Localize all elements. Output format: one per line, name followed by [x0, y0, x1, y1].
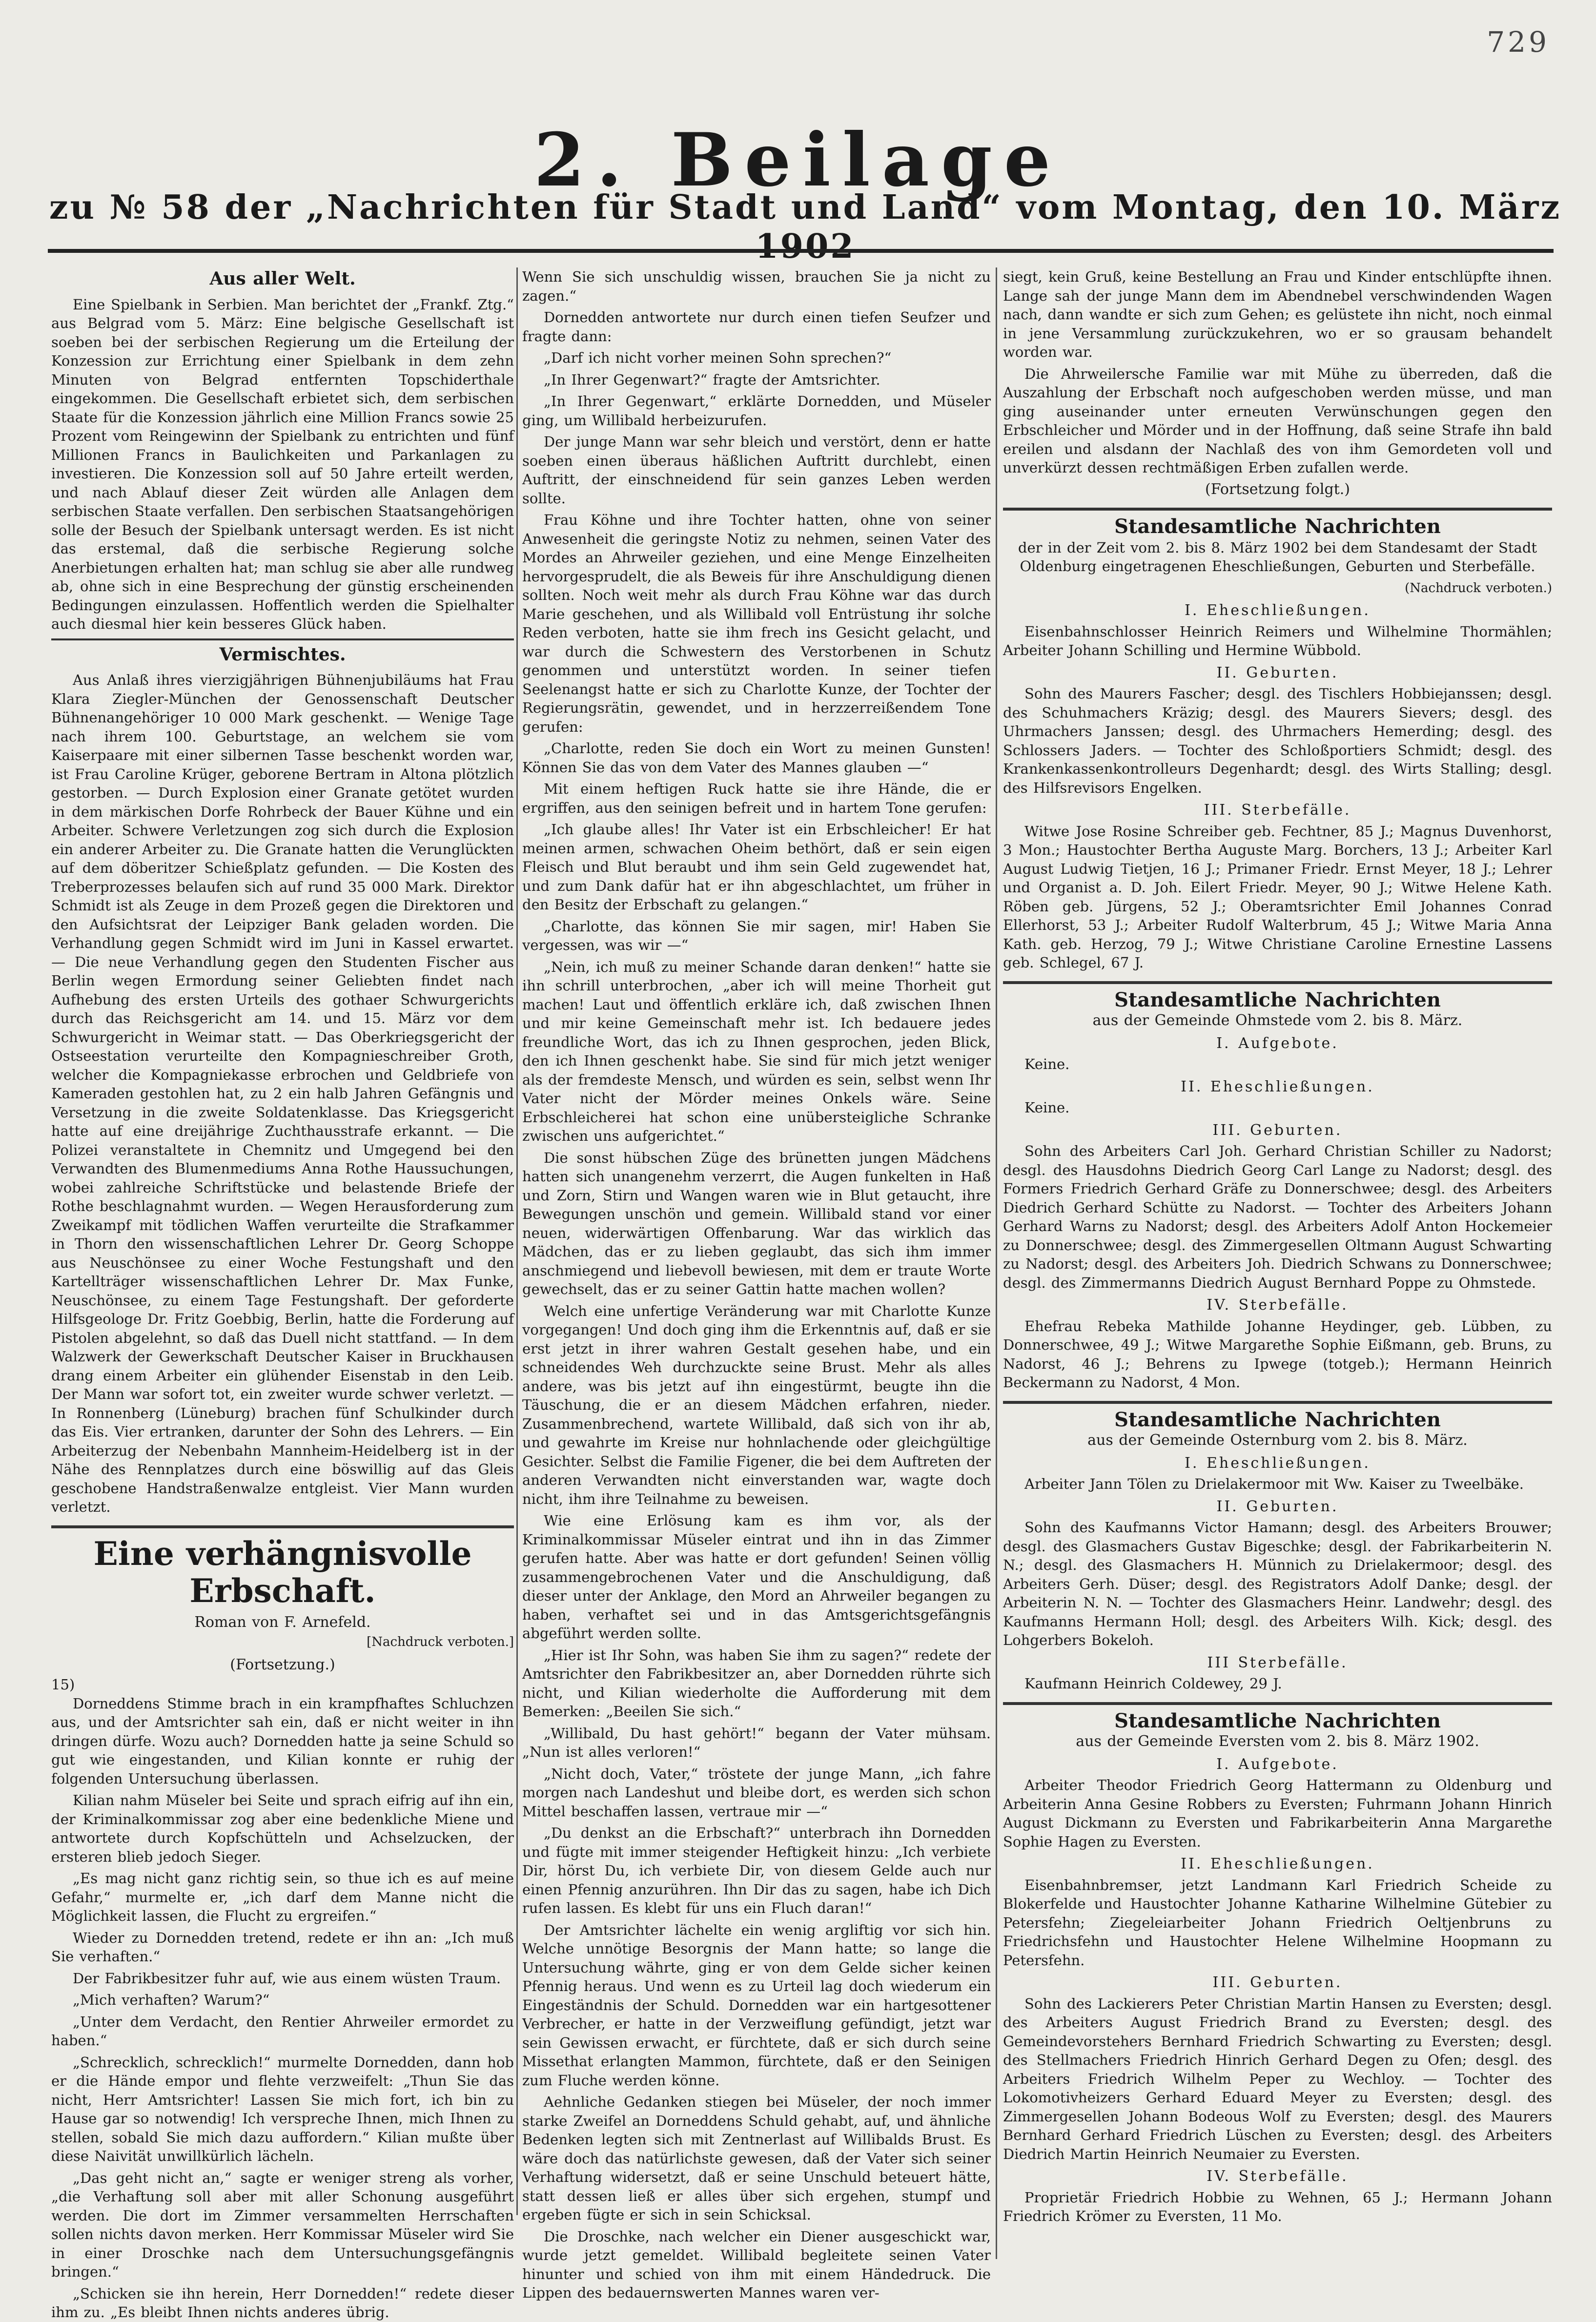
registry-category: III. Geburten.: [1212, 1974, 1343, 1991]
novel-paragraph: Der junge Mann war sehr bleich und verstört, denn er hatte soeben einen überaus häßlichen Auftritt durchlebt, einen Auftritt, der einschneidend für sein ganzes Leben werden sollte.: [522, 433, 991, 507]
novel-paragraph: „Charlotte, das können Sie mir sagen, mir! Haben Sie vergessen, was wir —“: [522, 918, 991, 953]
registry-category: III. Geburten.: [1212, 1121, 1343, 1139]
header-rule: [48, 249, 1554, 253]
registry-category: IV. Sterbefälle.: [1207, 1296, 1349, 1314]
page-subtitle: zu № 58 der „Nachrichten für Stadt und Land“ vom Montag, den 10. März 1902: [49, 188, 1562, 266]
novel-paragraph: Der Amtsrichter lächelte ein wenig argliftig vor sich hin. Welche unnötige Besorgnis der Mann hatte; so lange die Untersuchung währte, ging er von dem Gelde sicher keinen Pfennig heraus. Und wenn es zu Urteil lag doch wiederum ein Eingeständnis der Schuld. Dornedden war ein hartgesottener Verbrecher, er hatte in der Verzweiflung gefündigt, jetzt war sein Gewissen erwacht, er fürchtete, daß er sich durch seine Missethat erlangten Mammon, fürchtete, daß er den Seinigen zum Fluche werden könne.: [522, 1921, 991, 2089]
novel-paragraph: siegt, kein Gruß, keine Bestellung an Frau und Kinder entschlüpfte ihnen. Lange sah der junge Mann dem im Abendnebel verschwindenden Wagen nach, dann wandte er sich zum Gehen; es gelüstete ihn nicht, noch einmal in jene Versammlung zurückzukehren, wo er so grausam behandelt worden war.: [1003, 268, 1552, 360]
novel-paragraph: „Unter dem Verdacht, den Rentier Ahrweiler ermordet zu haben.“: [51, 2013, 514, 2049]
page-number: 729: [1487, 25, 1550, 59]
column-3: [1003, 267, 1552, 2259]
registry-category: I. Aufgebote.: [1216, 1755, 1339, 1773]
registry-entries: Sohn des Kaufmanns Victor Hamann; desgl. des Arbeiters Brouwer; desgl. des Glasmachers Gustav Bigeschke; desgl. der Fabrikarbeiterin N. N.; desgl. des Glasmachers H. Münnich zu Drielakermoor; desgl. des Arbeiters Gerh. Düser; desgl. des Registrators Adolf Danke; desgl. der Arbeiterin N. N. — Tochter des Glasmachers Heinr. Landwehr; desgl. des Kaufmanns Hermann Holl; desgl. des Arbeiters Wilh. Kick; desgl. des Lohgerbers Bokeloh.: [1003, 1519, 1552, 1648]
registry-category: IV. Sterbefälle.: [1207, 2168, 1349, 2185]
registry-heading-oldenburg: Standesamtliche Nachrichten: [1114, 515, 1441, 538]
novel-paragraph: Wie eine Erlösung kam es ihm vor, als der Kriminalkommissar Müseler eintrat und ihn in das Zimmer gerufen hatte. Aber was hatte er dort gefunden! Seinen völlig zusammengebrochenen Vater und die Anschuldigung, daß dieser unter der Anklage, den Mord an Ahrweiler begangen zu haben, verhaftet sei und in das Amtsgerichtsgefängnis abgeführt werden sollte.: [522, 1512, 991, 1642]
novel-paragraph: „Mich verhaften? Warum?“: [73, 1992, 270, 2008]
novel-to-be-continued: (Fortsetzung folgt.): [1205, 480, 1350, 498]
novel-paragraph: „Ich glaube alles! Ihr Vater ist ein Erbschleicher! Er hat meinen armen, schwachen Oheim bethört, daß er sein eigen Fleisch und Blut beraubt und ihm sein Geld zugewendet hat, und zum Dank dafür hat er ihn abgeschlachtet, um früher in den Besitz der Erbschaft zu gelangen.“: [522, 821, 991, 913]
novel-paragraph: Wieder zu Dornedden tretend, redete er ihn an: „Ich muß Sie verhaften.“: [51, 1929, 514, 1965]
registry-entries: Keine.: [1024, 1099, 1070, 1116]
registry-category: I. Eheschließungen.: [1185, 1454, 1371, 1472]
novel-paragraph: Kilian nahm Müseler bei Seite und sprach eifrig auf ihn ein, der Kriminalkommissar zog aber eine bedenkliche Miene und antwortete durch Kopfschütteln und Achselzucken, der ersteren blieb jedoch Sieger.: [51, 1792, 514, 1865]
registry-subheading: der in der Zeit vom 2. bis 8. März 1902 bei dem Standesamt der Stadt Oldenburg eingetragenen Eheschließungen, Geburten und Sterbefälle.: [1018, 539, 1537, 575]
novel-reprint-note: [Nachdruck verboten.]: [367, 1635, 514, 1649]
novel-paragraph: „Es mag nicht ganz richtig sein, so thue ich es auf meine Gefahr,“ murmelte er, „ich darf dem Manne nicht die Möglichkeit lassen, die Flucht zu ergreifen.“: [51, 1870, 514, 1924]
registry-reprint-note: (Nachdruck verboten.): [1405, 580, 1552, 596]
novel-paragraph: Mit einem heftigen Ruck hatte sie ihre Hände, die er ergriffen, aus den seinigen befreit und in hartem Tone gerufen:: [522, 781, 991, 816]
registry-subheading: aus der Gemeinde Eversten vom 2. bis 8. März 1902.: [1076, 1733, 1479, 1750]
article-misc: Aus Anlaß ihres vierzigjährigen Bühnenjubiläums hat Frau Klara Ziegler-München der Genossenschaft Deutscher Bühnenangehöriger 10 000 Mark geschenkt. — Wenige Tage nach ihrem 100. Geburtstage, an welchem sie vom Kaiserpaare mit einer silbernen Tasse beschenkt worden war, ist Frau Caroline Krüger, geborene Bertram in Altona plötzlich gestorben. — Durch Explosion einer Granate getötet wurden in dem märkischen Dorfe Rohrbeck der Bauer Kühne und ein Arbeiter. Schwere Verletzungen zog sich durch die Explosion ein anderer Arbeiter zu. Die Granate hatten die Verunglückten auf dem döberitzer Schießplatz gefunden. — Die Kosten des Treberprozesses belaufen sich auf rund 35 000 Mark. Direktor Schmidt ist als Zeuge in dem Prozeß gegen die Direktoren und den Aufsichtsrat der Leipziger Bank geladen worden. Die Verhandlung gegen Schmidt wird im Juni in Kassel erwartet. — Die neue Verhandlung gegen den Studenten Fischer aus Berlin wegen Ermordung seiner Geliebten findet nach Aufhebung des ersten Urteils des gothaer Schwurgerichts durch das Reichsgericht am 14. und 15. März vor dem Schwurgericht in Weimar statt. — Das Oberkriegsgericht der Ostseestation verurteilte den Kompagnieschreiber Groth, welcher die Kompagniekasse erbrochen und Geldbriefe von Kameraden gestohlen hat, zu 2 ein halb Jahren Gefängnis und Versetzung in die zweite Soldatenklasse. Das Kriegsgericht hatte auf eine dreijährige Zuchthausstrafe erkannt. — Die Polizei veranstaltete in Chemnitz und Umgegend bei den Verwandten des Blumenmediums Anna Rothe Haussuchungen, wobei zahlreiche Schriftstücke und belastende Briefe der Rothe beschlagnahmt wurden. — Wegen Herausforderung zum Zweikampf mit tödlichen Waffen verurteilte die Strafkammer in Thorn den wissenschaftlichen Lehrer Dr. Georg Schoppe aus Neuschönsee zu einer Woche Festungshaft und den Kartellträger wissenschaftlichen Lehrer Dr. Max Funke, Neuschönsee, zu einem Tage Festungshaft. Der geforderte Hilfsgeologe Dr. Fritz Goebbig, Berlin, hatte die Forderung auf Pistolen abgelehnt, so daß das Duell nicht stattfand. — In dem Walzwerk der Gewerkschaft Deutscher Kaiser in Bruckhausen drang einem Arbeiter ein glühender Eisenstab in den Leib. Der Mann war sofort tot, ein zweiter wurde schwer verletzt. — In Ronnenberg (Lüneburg) brachen fünf Schulkinder durch das Eis. Vier ertranken, darunter der Sohn des Lehrers. — Ein Arbeiterzug der Nebenbahn Mannheim-Heidelberg ist in der Nähe des Rennplatzes durch eine böswillig auf das Gleis geschobene Handstraßenwalze entgleist. Vier Mann wurden verletzt.: [51, 672, 514, 1515]
novel-paragraph: Der Fabrikbesitzer fuhr auf, wie aus einem wüsten Traum.: [73, 1970, 501, 1987]
registry-entries: Arbeiter Theodor Friedrich Georg Hattermann zu Oldenburg und Arbeiterin Anna Gesine Robbers zu Eversten; Fuhrmann Johann Hinrich August Dickmann zu Eversten und Fabrikarbeiterin Anna Margarethe Sophie Hagen zu Eversten.: [1003, 1777, 1552, 1850]
novel-paragraph: Dorneddens Stimme brach in ein krampfhaftes Schluchzen aus, und der Amtsrichter sah ein, daß er nicht weiter in ihn dringen dürfe. Wozu auch? Dornedden hatte ja seine Schuld so gut wie eingestanden, und Kilian konnte er ruhig der folgenden Untersuchung überlassen.: [51, 1695, 514, 1787]
section-divider: [1003, 981, 1552, 984]
registry-entries: Sohn des Lackierers Peter Christian Martin Hansen zu Eversten; desgl. des Arbeiters August Friedrich Brand zu Eversten; desgl. des Gemeindevorstehers Bernhard Friedrich Schwarting zu Eversten; desgl. des Stellmachers Friedrich Hinrich Gerhard Degen zu Ofen; desgl. des Arbeiters Friedrich Wilhelm Peper zu Wechloy. — Tochter des Lokomotivheizers Gerhard Eduard Meyer zu Eversten; desgl. des Zimmergesellen Johann Bodeous Wolf zu Eversten; desgl. des Maurers Bernhard Gerhard Friedrich Lüschen zu Eversten; desgl. des Arbeiters Diedrich Martin Heinrich Neumaier zu Eversten.: [1003, 1995, 1552, 2162]
registry-heading-eversten: Standesamtliche Nachrichten: [1114, 1709, 1441, 1732]
registry-category: I. Eheschließungen.: [1185, 602, 1371, 619]
section-divider: [1003, 1401, 1552, 1404]
registry-category: III. Sterbefälle.: [1204, 801, 1351, 819]
section-divider: [1003, 508, 1552, 511]
section-divider: [51, 638, 514, 640]
section-heading-misc: Vermischtes.: [219, 644, 346, 665]
registry-entries: Sohn des Arbeiters Carl Joh. Gerhard Christian Schiller zu Nadorst; desgl. des Hausdohns Diedrich Georg Carl Lange zu Nadorst; desgl. des Formers Friedrich Gerhard Gräfe zu Donnerschwee; desgl. des Arbeiters Diedrich Gerhard Schütte zu Nadorst. — Tochter des Arbeiters Johann Gerhard Warns zu Nadorst; desgl. des Arbeiters Adolf Anton Hockemeier zu Donnerschwee; desgl. des Zimmergesellen Oltmann August Schwarting zu Nadorst; desgl. des Arbeiters Joh. Diedrich Schwans zu Donnerschwee; desgl. des Zimmermanns Diedrich August Bernhard Poppe zu Ohmstede.: [1003, 1143, 1552, 1291]
section-heading-world: Aus aller Welt.: [209, 268, 356, 289]
novel-paragraph: „Schrecklich, schrecklich!“ murmelte Dornedden, dann hob er die Hände empor und flehte verzweifelt: „Thun Sie das nicht, Herr Amtsrichter! Lassen Sie mich fort, ich bin zu Hause gar so notwendig! Ich verspreche Ihnen, mich Ihnen zu stellen, sobald Sie mich dazu auffordern.“ Kilian mußte über diese Naivität unwillkürlich lächeln.: [51, 2054, 514, 2164]
registry-entries: Keine.: [1024, 1056, 1070, 1072]
novel-paragraph: „Das geht nicht an,“ sagte er weniger streng als vorher, „die Verhaftung soll aber mit aller Schonung ausgeführt werden. Die dort im Zimmer versammelten Herrschaften sollen nichts davon merken. Herr Kommissar Müseler wird Sie in einer Droschke nach dem Untersuchungsgefängnis bringen.“: [51, 2169, 514, 2280]
registry-heading-osternburg: Standesamtliche Nachrichten: [1114, 1408, 1441, 1431]
section-divider: [51, 1525, 514, 1528]
page-title: 2. Beilage: [533, 117, 1063, 203]
registry-subheading: aus der Gemeinde Osternburg vom 2. bis 8. März.: [1087, 1432, 1468, 1449]
novel-paragraph: „In Ihrer Gegenwart?“ fragte der Amtsrichter.: [544, 371, 880, 388]
novel-paragraph: Wenn Sie sich unschuldig wissen, brauchen Sie ja nicht zu zagen.“: [522, 268, 991, 304]
novel-paragraph: „Hier ist Ihr Sohn, was haben Sie ihm zu sagen?“ redete der Amtsrichter den Fabrikbesitzer an, aber Dornedden rührte sich nicht, und Kilian wiederholte die Aufforderung mit dem Bemerken: „Beeilen Sie sich.“: [522, 1646, 991, 1720]
novel-paragraph: Dornedden antwortete nur durch einen tiefen Seufzer und fragte dann:: [522, 309, 991, 345]
novel-paragraph: Aehnliche Gedanken stiegen bei Müseler, der noch immer starke Zweifel an Dorneddens Schuld gehabt, auf, und ähnliche Bedenken legten sich mit Zentnerlast auf Willibalds Brust. Es wäre doch das natürlichste gewesen, daß der Vater sich seiner Verhaftung widersetzt, daß er seine Unschuld beteuert hätte, statt dessen ließ er alles über sich ergehen, stumpf und ergeben fügte er sich in sein Schicksal.: [522, 2094, 991, 2223]
column-divider: [996, 267, 997, 2259]
registry-entries: Eisenbahnschlosser Heinrich Reimers und Wilhelmine Thormählen; Arbeiter Johann Schilling und Hermine Wübbold.: [1003, 623, 1552, 658]
section-divider: [1003, 1702, 1552, 1705]
novel-paragraph: „Schicken sie ihn herein, Herr Dornedden!“ redete dieser ihm zu. „Es bleibt Ihnen nichts anderes übrig.: [51, 2285, 514, 2321]
registry-heading-ohmstede: Standesamtliche Nachrichten: [1114, 988, 1441, 1011]
novel-title: Eine verhängnisvolle Erbschaft.: [93, 1534, 472, 1610]
registry-category: II. Geburten.: [1216, 1498, 1339, 1515]
registry-category: II. Eheschließungen.: [1181, 1855, 1374, 1872]
article-world: Eine Spielbank in Serbien. Man berichtet der „Frankf. Ztg.“ aus Belgrad vom 5. März: Eine belgische Gesellschaft ist soeben bei der serbischen Regierung um die Erteilung der Konzession zur Errichtung einer Spielbank in dem zehn Minuten von Belgrad entfernten Topschiderthale eingekommen. Die Gesellschaft erbietet sich, dem serbischen Staate für die Konzession jährlich eine Million Francs sowie 25 Prozent vom Reingewinn der Spielbank zu entrichten und fünf Millionen Francs in Baulichkeiten und Parkanlagen zu investieren. Die Konzession soll auf 50 Jahre erteilt werden, und nach Ablauf dieser Zeit würden alle Anlagen dem serbischen Staate verfallen. Den serbischen Staatsangehörigen solle der Besuch der Spielbank untersagt werden. Es ist nicht das erstemal, daß die serbische Regierung solche Anerbietungen erhalten hat; man schlug sie aber alle rundweg ab, ohne sich in eine Besprechung der günstig erscheinenden Bedingungen einzulassen. Hoffentlich werden die Spielhalter auch diesmal hier kein besseres Glück haben.: [51, 296, 514, 632]
novel-paragraph: Frau Köhne und ihre Tochter hatten, ohne von seiner Anwesenheit die geringste Notiz zu nehmen, seinen Vater des Mordes an Ahrweiler geziehen, und eine Menge Einzelheiten hervorgesprudelt, die als Beweis für ihre Anschuldigung dienen sollten. Noch weit mehr als durch Frau Köhne war das durch Marie geschehen, und als Willibald voll Entrüstung ihr solche Reden verboten, hatte sie ihm frech ins Gesicht gelacht, und war durch die Schwestern des Verstorbenen in Schutz genommen und unterstützt worden. In seiner tiefen Seelenangst hatte er sich zu Charlotte Kunze, der Tochter der Regierungsrätin, gewendet, und in herzzerreißendem Tone gerufen:: [522, 512, 991, 735]
novel-paragraph: „Willibald, Du hast gehört!“ begann der Vater mühsam. „Nun ist alles verloren!“: [522, 1725, 991, 1760]
novel-paragraph: Welch eine unfertige Veränderung war mit Charlotte Kunze vorgegangen! Und doch ging ihm die Erkenntnis auf, daß er sie erst jetzt in ihrer wahren Gestalt gesehen habe, und ein schneidendes Weh durchzuckte seine Brust. Mehr als alles andere, was bis jetzt auf ihn eingestürmt, beugte ihn die Täuschung, die er an diesem Mädchen erfahren, nieder. Zusammenbrechend, wartete Willibald, daß sich von ihr ab, und gewahrte im Kreise nur hohnlachende oder gleichgültige Gesichter. Selbst die Familie Figener, die bei dem Auftreten der anderen Verwandten nicht einverstanden war, wagte doch nicht, ihm ihre Teilnahme zu beweisen.: [522, 1302, 991, 1507]
novel-installment-number: 15): [51, 1676, 75, 1693]
novel-author: Roman von F. Arnefeld.: [194, 1613, 371, 1631]
novel-paragraph: „Nein, ich muß zu meiner Schande daran denken!“ hatte sie ihn schrill unterbrochen, „aber ich will meine Thorheit gut machen! Laut und öffentlich erkläre ich, daß zwischen Ihnen und mir keine Gemeinschaft mehr ist. Ich bedauere jedes freundliche Wort, das ich zu Ihnen gesprochen, jeden Blick, den ich Ihnen geschenkt habe. Sie sind für mich jetzt weniger als der fremdeste Mensch, und würden es sein, selbst wenn Ihr Vater nicht der Mörder meines Onkels wäre. Seine Erbschleicherei hat schon eine unübersteigliche Schranke zwischen uns aufgerichtet.“: [522, 958, 991, 1144]
column-divider: [516, 267, 518, 2215]
registry-subheading: aus der Gemeinde Ohmstede vom 2. bis 8. März.: [1092, 1012, 1463, 1029]
novel-paragraph: „Darf ich nicht vorher meinen Sohn sprechen?“: [544, 349, 892, 366]
column-2: [522, 267, 991, 2301]
novel-paragraph: „Nicht doch, Vater,“ tröstete der junge Mann, „ich fahre morgen nach Landeshut und bleibe dort, es werden sich schon Mittel beschaffen lassen, vertraue mir —“: [522, 1765, 991, 1820]
novel-paragraph: Die Droschke, nach welcher ein Diener ausgeschickt war, wurde jetzt gemeldet. Willibald begleitete seinen Vater hinunter und schied von ihm mit einem Händedruck. Die Lippen des bedauernswerten Mannes waren ver-: [522, 2228, 991, 2301]
novel-paragraph: „Du denkst an die Erbschaft?“ unterbrach ihn Dornedden und fügte mit immer steigender Heftigkeit hinzu: „Ich verbiete Dir, hörst Du, ich verbiete Dir, von diesem Gelde auch nur einen Pfennig anzurühren. Ihn Dir das zu sagen, habe ich Dich rufen lassen. Es klebt für uns ein Fluch daran!“: [522, 1825, 991, 1916]
registry-category: II. Geburten.: [1216, 664, 1339, 681]
registry-category: II. Eheschließungen.: [1181, 1078, 1374, 1095]
registry-entries: Witwe Jose Rosine Schreiber geb. Fechtner, 85 J.; Magnus Duvenhorst, 3 Mon.; Haustochter Bertha Auguste Marg. Borchers, 13 J.; Arbeiter Karl August Ludwig Tietjen, 16 J.; Primaner Friedr. Ernst Meyer, 18 J.; Lehrer und Organist a. D. Joh. Eilert Friedr. Meyer, 90 J.; Witwe Helene Kath. Röben geb. Jürgens, 52 J.; Oberamtsrichter Emil Johannes Conrad Ellerhorst, 53 J.; Arbeiter Rudolf Walterbrum, 45 J.; Witwe Maria Anna Kath. geb. Herzog, 79 J.; Witwe Christiane Caroline Ernestine Lassens geb. Schlegel, 67 J.: [1003, 822, 1552, 971]
registry-entries: Sohn des Maurers Fascher; desgl. des Tischlers Hobbiejanssen; desgl. des Schuhmachers Kräzig; desgl. des Maurers Sievers; desgl. des Uhrmachers Janssen; desgl. des Uhrmachers Hemerding; desgl. des Schlossers Jaders. — Tochter des Schloßportiers Schmidt; desgl. des Krankenkassenkontrolleurs Degenhardt; desgl. des Wirts Stalling; desgl. des Hilfsrevisors Engelken.: [1003, 685, 1552, 796]
registry-category: III Sterbefälle.: [1207, 1654, 1348, 1671]
registry-entries: Eisenbahnbremser, jetzt Landmann Karl Friedrich Scheide zu Blokerfelde und Haustochter Johanne Katharine Wilhelmine Gütebier zu Petersfehn; Ziegeleiarbeiter Johann Friedrich Oeltjenbruns zu Friedrichsfehn und Haustochter Helene Wilhelmine Hoopmann zu Petersfehn.: [1003, 1876, 1552, 1969]
registry-entries: Ehefrau Rebeka Mathilde Johanne Heydinger, geb. Lübben, zu Donnerschwee, 49 J.; Witwe Margarethe Sophie Eißmann, geb. Bruns, zu Nadorst, 46 J.; Behrens zu Ipwege (totgeb.); Hermann Heinrich Beckermann zu Nadorst, 4 Mon.: [1003, 1317, 1552, 1391]
novel-paragraph: Die Ahrweilersche Familie war mit Mühe zu überreden, daß die Auszahlung der Erbschaft noch aufgeschoben werden müsse, und man ging auseinander unter erneuten Verwünschungen gegen den Erbschleicher und Mörder und in der Hoffnung, daß seine Strafe ihn bald ereilen und alsdann der Nachlaß des von ihm Gemordeten voll und unverkürzt dessen rechtmäßigen Erben zufallen werde.: [1003, 365, 1552, 476]
column-1: [51, 267, 514, 2321]
novel-paragraph: „In Ihrer Gegenwart,“ erklärte Dornedden, und Müseler ging, um Willibald herbeizurufen.: [522, 393, 991, 429]
novel-paragraph: Die sonst hübschen Züge des brünetten jungen Mädchens hatten sich unangenehm verzerrt, die Augen funkelten in Haß und Zorn, Stirn und Wangen waren wie in Blut getaucht, ihre Bewegungen unschön und gemein. Willibald stand vor einer neuen, widerwärtigen Offenbarung. War das wirklich das Mädchen, das er zu lieben geglaubt, das sich ihm immer anschmiegend und liebevoll bewiesen, mit dem er traute Worte gewechselt, das er zu seiner Gattin hatte machen wollen?: [522, 1149, 991, 1297]
novel-paragraph: „Charlotte, reden Sie doch ein Wort zu meinen Gunsten! Können Sie das von dem Vater des Mannes glauben —“: [522, 740, 991, 776]
registry-category: I. Aufgebote.: [1216, 1034, 1339, 1052]
registry-entries: Kaufmann Heinrich Coldewey, 29 J.: [1024, 1675, 1282, 1692]
registry-entries: Arbeiter Jann Tölen zu Drielakermoor mit Ww. Kaiser zu Tweelbäke.: [1024, 1476, 1524, 1492]
registry-entries: Proprietär Friedrich Hobbie zu Wehnen, 65 J.; Hermann Johann Friedrich Krömer zu Eversten, 11 Mo.: [1003, 2189, 1552, 2224]
novel-continuation: (Fortsetzung.): [230, 1656, 335, 1673]
